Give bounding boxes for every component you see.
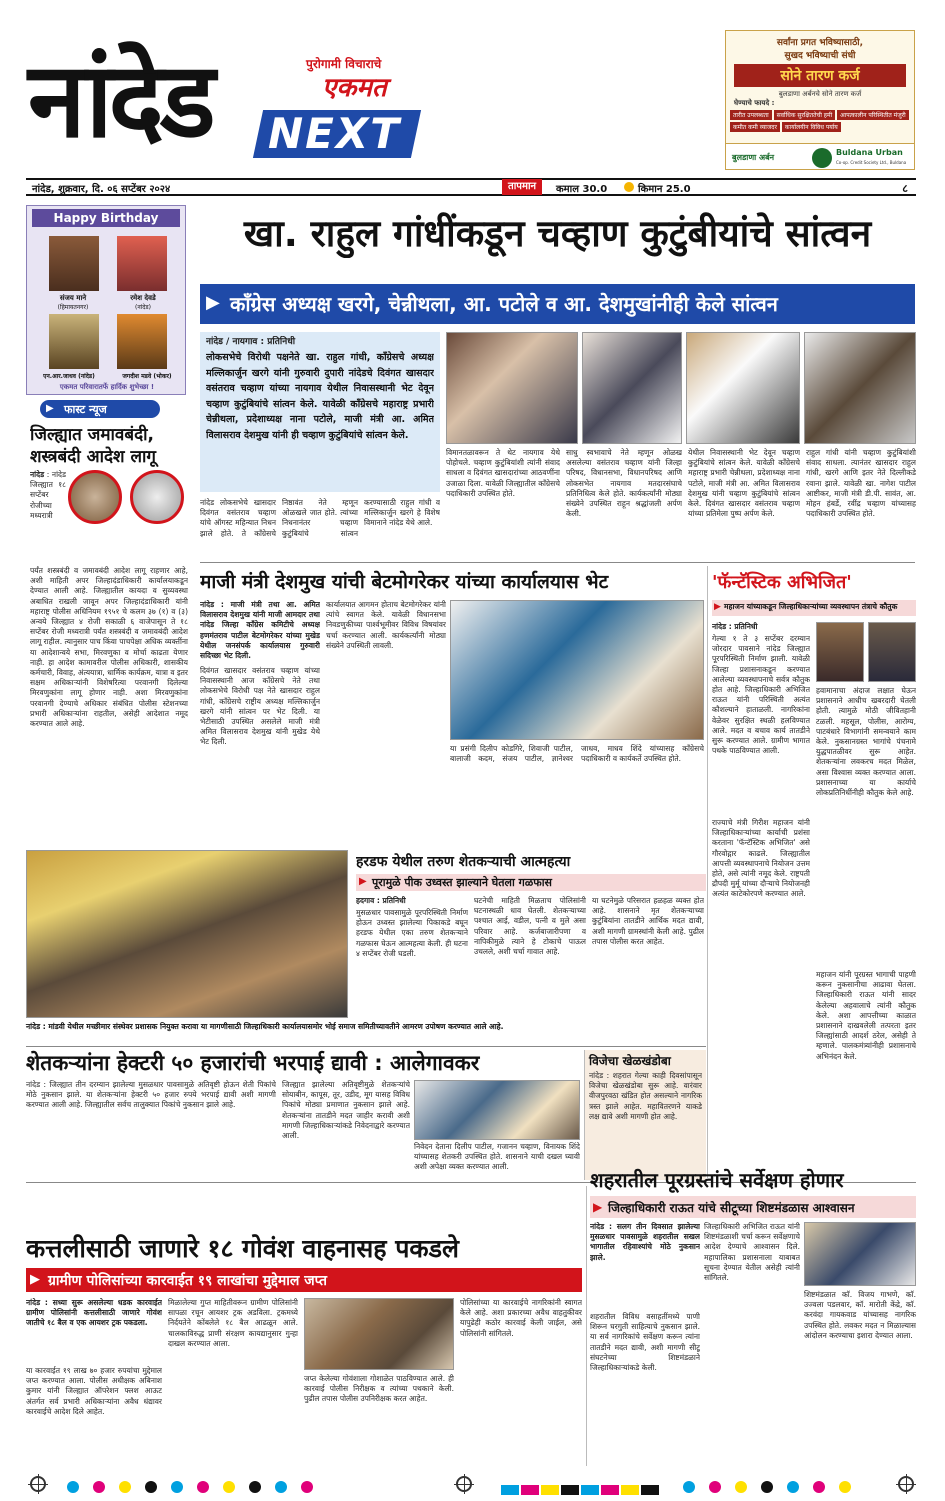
govansh-body-4: पोलिसांच्या या कारवाईचे नागरिकांनी स्वागत केले आहे. अशा प्रकारच्या अवैध वाहतुकीवर यापुढेही कठोर कारवाई केली जाईल, असे पोलिसांनी सांगितले. xyxy=(460,1298,582,1338)
fantastic-body-4: महाजन यांनी पूरग्रस्त भागाची पाहणी करून नुकसानीचा आढावा घेतला. जिल्हाधिकारी राऊत यांनी सादर केलेल्या अहवालाचे त्यांनी कौतुक केले. अशा आपत्तीच्या काळात प्रशासनाने दाखवलेली तत्परता इतर जिल्ह्यांसाठी आदर्श ठरेल, असेही ते म्हणाले. पालकमंत्र्यांनीही प्रशासनाचे अभिनंदन केले. xyxy=(816,970,916,1061)
swatch-icon xyxy=(641,1485,659,1495)
hardaf-body-1: मुसळधार पावसामुळे पूरपरिस्थिती निर्माण होऊन उध्वस्त झालेल्या पिकाकडे बघून हरडफ येथील एका तरुण शेतकऱ्याने गळफास घेऊन आत्महत्या केली. ही घटना ४ सप्टेंबर रोजी घडली. xyxy=(356,908,468,958)
ad-line2: सुखद भविष्याची संधी xyxy=(784,51,856,61)
hardaf-body-3: या घटनेमुळे परिसरात हळहळ व्यक्त होत आहे. शासनाने मृत शेतकऱ्याच्या कुटुंबियांना तातडीने आर्थिक मदत द्यावी, अशी मागणी ग्रामस्थांनी केली आहे. पुढील तपास पोलीस करत आहेत. xyxy=(592,896,704,946)
fantastic-photo-mahajan xyxy=(816,622,864,682)
sarvekshan-body-2: जिल्हाधिकारी अभिजित राऊत यांनी शिष्टमंडळाशी चर्चा करून सर्वेक्षणाचे आदेश देण्याचे आश्वासन दिले. महापालिका प्रशासनाला याबाबत सूचना देण्यात येतील असेही त्यांनी सांगितले. xyxy=(704,1222,800,1283)
ad-benefit-4: कमीत कमी व्याजदर xyxy=(730,122,780,132)
chevron-right-icon: ▶ xyxy=(714,602,721,612)
divider xyxy=(586,1186,587,1466)
masthead-next: NEXT xyxy=(268,109,401,158)
sarvekshan-body-1: शहरातील विविध वसाहतींमध्ये पाणी शिरून घरगुती साहित्याचे नुकसान झाले. या सर्व नागरिकांचे सर्वेक्षण करून त्यांना तातडीने मदत द्यावी, अशी मागणी सीटू संघटनेच्या शिष्टमंडळाने जिल्हाधिकाऱ्यांकडे केली. xyxy=(590,1312,700,1373)
deshmukh-body-3: या प्रसंगी दिलीप कोडगिरे, शिवाजी पाटील, बालाजी कदम, संजय पाटील, ज्ञानेश्वर जाधव, माधव शिंदे यांच्यासह काँग्रेसचे पदाधिकारी व कार्यकर्ते उपस्थित होते. xyxy=(450,744,704,764)
swatch-icon xyxy=(501,1485,519,1495)
swatch-icon xyxy=(581,1485,599,1495)
govansh-headline: कत्तलीसाठी जाणारे १८ गोवंश वाहनासह पकडले xyxy=(26,1234,459,1263)
avatar xyxy=(49,314,99,369)
lead-intro-box xyxy=(200,332,440,492)
lead-body-1: नांदेड लोकसभेचे खासदार दिवंगत वसंतराव चव्हाण यांचे ऑगस्ट महिन्यात निधन झाले होते. ते काँग्रेसचे निष्ठावंत नेते म्हणून ओळखले जात होते. त्यांच्या निधनानंतर चव्हाण कुटुंबियांचे सांत्वन करण्यासाठी राहुल गांधी व मल्लिकार्जुन खरगे हे विशेष विमानाने नांदेड येथे आले. xyxy=(200,498,440,538)
fantastic-strip: ▶ महाजन यांच्याकडून जिल्हाधिकाऱ्यांच्या व्यवस्थापन तंत्राचे कौतुक xyxy=(712,600,916,616)
masthead-title: नांदेड xyxy=(28,39,212,161)
color-dot-icon xyxy=(735,1481,747,1493)
chevron-right-icon: ▶ xyxy=(206,292,220,313)
birthday-title: Happy Birthday xyxy=(32,209,180,227)
ad-bank-english: Buldana Urban xyxy=(836,148,903,157)
avatar xyxy=(117,314,167,369)
ad-line4: घेण्याचे फायदे : xyxy=(734,99,775,107)
lead-photo-group xyxy=(582,332,682,444)
color-dot-icon xyxy=(813,1481,825,1493)
birthday-wish: एकमत परिवारातर्फे हार्दिक शुभेच्छा ! xyxy=(59,383,155,391)
sun-icon xyxy=(624,182,634,192)
crowd-photo xyxy=(26,850,348,1018)
ad-benefit-1: तारीत उपलब्धता xyxy=(730,110,772,120)
govansh-body-3: जप्त केलेल्या गोवंशाला गोशाळेत पाठविण्यात आले. ही कारवाई पोलीस निरीक्षक व त्यांच्या पथकाने केली. पुढील तपास पोलीस उपनिरीक्षक करत आहेत. xyxy=(304,1374,454,1404)
color-dot-icon xyxy=(709,1481,721,1493)
vijaya-body: नांदेड : शहरात गेल्या काही दिवसांपासून विजेचा खेळखंडोबा सुरू आहे. वारंवार वीजपुरवठा खंडित होत असल्याने नागरिक त्रस्त झाले आहेत. महावितरणने याकडे लक्ष द्यावे अशी मागणी होत आहे. xyxy=(589,1071,702,1121)
fast-news-label: ▶ फास्ट न्यूज xyxy=(40,400,160,418)
temp-max: कमाल 30.0 xyxy=(556,184,608,195)
color-dot-icon xyxy=(301,1481,313,1493)
birthday-person-3: एन.आर.जाधव (नांदेड) xyxy=(43,373,95,380)
hardaf-strip: ▶ पूरामुळे पीक उध्वस्त झाल्याने घेतला गळफास xyxy=(356,874,706,891)
color-dot-icon xyxy=(787,1481,799,1493)
issue-date: नांदेड, शुक्रवार, दि. ०६ सप्टेंबर २०२४ xyxy=(32,184,171,195)
govansh-dateline: नांदेड : सध्या सुरू असलेल्या धडक कारवाईत ग्रामीण पोलिसांनी कत्तलीसाठी जाणारे गोवंश जातीचे १८ बैल व एक आयशर ट्रक पकडला. xyxy=(26,1298,162,1328)
color-dot-icon xyxy=(223,1481,235,1493)
govansh-strip: ▶ ग्रामीण पोलिसांच्या कारवाईत १९ लाखांचा मुद्देमाल जप्त xyxy=(26,1268,582,1292)
color-dots-right xyxy=(676,1478,858,1497)
ad-line1: सर्वांना प्रगत भविष्यासाठी, xyxy=(776,38,864,48)
sarvekshan-dateline: नांदेड : सलग तीन दिवसात झालेल्या मुसळधार पावसामुळे शहरातील सखल भागातील रहिवाश्यांचे मोठे नुकसान झाले. xyxy=(590,1222,700,1262)
color-dot-icon xyxy=(839,1481,851,1493)
lead-intro: लोकसभेचे विरोधी पक्षनेते खा. राहुल गांधी, काँग्रेसचे अध्यक्ष मल्लिकार्जुन खरगे यांनी गुरुवारी दुपारी नांदेडचे दिवंगत खासदार वसंतराव चव्हाण यांच्या नायगाव येथील निवासस्थानी भेट देवून चव्हाण कुटुंबियांचे सांत्वन केले. यावेळी काँग्रेसचे महाराष्ट्र प्रभारी चेन्नीथला, प्रदेशाध्यक्ष नाना पटोले, माजी मंत्री आ. अमित विलासराव देशमुख यांनी ही चव्हाण कुटुंबियांचे सांत्वन केले. xyxy=(206,352,434,441)
swatch-icon xyxy=(621,1485,639,1495)
fantastic-dateline: नांदेड : प्रतिनिधी xyxy=(712,622,758,631)
divider xyxy=(26,1046,706,1047)
swatch-icon xyxy=(521,1485,539,1495)
lead-dateline: नांदेड / नायगाव : प्रतिनिधी xyxy=(206,337,296,347)
crowd-photo-caption: नांदेड : मांडवी येथील मच्छीमार संस्थेवर प्रशासक नियुक्त करावा या मागणीसाठी जिल्हाधिकारी कार्यालयासमोर भोई समाज समितीच्यावतीने आमरण उपोषण करण्यात आले आहे. xyxy=(26,1022,504,1031)
color-dot-icon xyxy=(93,1481,105,1493)
ad-bank-sub: Co-op. Credit Society Ltd., Buldana xyxy=(836,160,907,165)
color-dots-left xyxy=(60,1478,320,1497)
color-dot-icon xyxy=(249,1481,261,1493)
color-dot-icon xyxy=(145,1481,157,1493)
fantastic-body-1: गेल्या १ ते ३ सप्टेंबर दरम्यान जोरदार पावसाने नांदेड जिल्ह्यात पूरपरिस्थिती निर्माण झाली. यावेळी जिल्हा प्रशासनाकडून करण्यात आलेल्या व्यवस्थापनाचे सर्वत्र कौतुक होत आहे. जिल्हाधिकारी अभिजित राऊत यांनी परिस्थिती अत्यंत कौशल्याने हाताळली. नागरिकांना वेळेवर सुरक्षित स्थळी हलविण्यात आले. मदत व बचाव कार्य तातडीने सुरू करण्यात आले. ग्रामीण भागात पथके पाठविण्यात आली. xyxy=(712,634,810,756)
chevron-right-icon: ▶ xyxy=(593,1200,603,1214)
sarvekshan-headline: शहरातील पूरग्रस्तांचे सर्वेक्षण होणार xyxy=(590,1168,844,1192)
registration-mark-icon xyxy=(898,1476,914,1492)
lead-headline: खा. राहुल गांधींकडून चव्हाण कुटुंबीयांचे सांत्वन xyxy=(243,212,872,255)
color-dot-icon xyxy=(683,1481,695,1493)
ad-benefit-3: आपत्कालीन परिस्थितीत मंजुरी xyxy=(837,110,909,120)
govansh-photo-cattle xyxy=(304,1298,454,1370)
fantastic-photo-raut xyxy=(868,622,916,682)
color-dot-icon xyxy=(119,1481,131,1493)
vijaya-box xyxy=(584,1050,706,1180)
birthday-person-2: रमेश देवडे xyxy=(130,294,156,302)
aalegaonkar-body-1: नांदेड : जिल्ह्यात तीन दरम्यान झालेल्या मुसळधार पावसामुळे अतिवृष्टी होऊन शेती पिकांचे मोठे नुकसान झाले. या शेतकऱ्यांना हेक्टरी ५० हजार रुपये भरपाई द्यावी अशी मागणी करण्यात आली आहे. जिल्ह्यातील सर्वच तालुक्यात पिकांचे नुकसान झाले आहे. xyxy=(26,1080,276,1110)
aalegaonkar-body-2: जिल्ह्यात झालेल्या अतिवृष्टीमुळे शेतकऱ्यांचे सोयाबीन, कापूस, तूर, उडीद, मूग यासह विविध पिकांचे मोठ्या प्रमाणात नुकसान झाले आहे. शेतकऱ्यांना तातडीने मदत जाहीर करावी अशी मागणी जिल्हाधिकाऱ्यांकडे निवेदनाद्वारे करण्यात आली. xyxy=(282,1080,410,1141)
ad-benefit-2: सर्वाधिक सुरक्षिततेची हमी xyxy=(774,110,836,120)
hardaf-dateline: हदगाव : प्रतिनिधी xyxy=(356,896,406,905)
vijaya-headline: विजेचा खेळखंडोबा xyxy=(589,1054,671,1068)
fast-news-headline: जिल्ह्यात जमावबंदी, शस्त्रबंदी आदेश लागू xyxy=(30,425,156,467)
masthead-tag-small: पुरोगामी विचाराचे xyxy=(306,57,382,71)
no-gun-icon xyxy=(130,470,184,524)
color-dot-icon xyxy=(171,1481,183,1493)
deshmukh-photo xyxy=(450,600,704,740)
divider xyxy=(707,566,708,1178)
birthday-place-2: (नांदेड) xyxy=(135,304,151,311)
fantastic-headline: 'फॅन्टॅस्टिक अभिजित' xyxy=(712,572,852,593)
sarvekshan-strip: ▶ जिल्हाधिकारी राऊत यांचे सीटूच्या शिष्टमंडळास आश्वासन xyxy=(590,1196,916,1218)
deshmukh-dateline: नांदेड : माजी मंत्री तथा आ. अमित विलासराव देशमुख यांनी माजी आमदार तथा नांदेड जिल्हा काँग्रेस कमिटीचे अध्यक्ष हणमंतराव पाटील बेटमोगरेकर यांच्या मुखेड येथील जनसंपर्क कार्यालयास गुरुवारी सदिच्छा भेट दिली. xyxy=(200,600,320,661)
deshmukh-body-1: दिवंगत खासदार वसंतराव चव्हाण यांच्या निवासस्थानी आज काँग्रेसचे नेते तथा लोकसभेचे विरोधी पक्ष नेते खासदार राहुल गांधी, काँग्रेसचे राष्ट्रीय अध्यक्ष मल्लिकार्जुन खरगे यांनी सांत्वन पर भेट दिली. या भेटीसाठी उपस्थित असलेले माजी मंत्री अमित विलासराव देशमुख यांनी मुखेड येथे भेट दिली. xyxy=(200,666,320,747)
lead-photo-leaders xyxy=(804,332,916,444)
masthead-tag-big: एकमत xyxy=(322,73,387,103)
masthead xyxy=(0,0,945,180)
chevron-right-icon: ▶ xyxy=(359,876,367,887)
lead-body-4: येथील निवासस्थानी भेट देवून चव्हाण कुटुंबियांचे सांत्वन केले. यावेळी काँग्रेसचे महाराष्ट्र प्रभारी चेन्नीथला, प्रदेशाध्यक्ष नाना पटोले, माजी मंत्री आ. अमित विलासराव देशमुख यांनी चव्हाण कुटुंबियांचे सांत्वन केले. दिवंगत खासदार वसंतराव चव्हाण यांच्या प्रतिमेला पुष्प अर्पण केले. xyxy=(688,448,800,519)
temp-min: किमान 25.0 xyxy=(638,184,691,195)
gold-loan-ad[interactable] xyxy=(725,30,915,170)
color-dot-icon xyxy=(197,1481,209,1493)
swatch-icon xyxy=(601,1485,619,1495)
aalegaonkar-headline: शेतकऱ्यांना हेक्टरी ५० हजारांची भरपाई द्यावी : आलेगावकर xyxy=(26,1051,480,1075)
date-bar xyxy=(26,178,916,196)
bank-logo-icon xyxy=(812,148,832,168)
fast-news-lead: नांदेड : नांदेड जिल्ह्यात १८ सप्टेंबर रोजीच्या मध्यरात्री xyxy=(30,470,66,520)
ad-gold-title: सोने तारण कर्ज xyxy=(734,64,906,87)
aalegaonkar-photo xyxy=(414,1080,580,1140)
birthday-person-4: जगदीश मडवे (भोकर) xyxy=(122,373,172,380)
color-dot-icon xyxy=(761,1481,773,1493)
chevron-right-icon: ▶ xyxy=(46,403,54,414)
cmyk-bar xyxy=(500,1480,660,1499)
hardaf-body-2: घटनेची माहिती मिळताच पोलिसांनी घटनास्थळी धाव घेतली. शेतकऱ्याच्या पश्चात आई, वडील, पत्नी व मुले असा परिवार आहे. कर्जबाजारीपणा व नापिकीमुळे त्याने हे टोकाचे पाऊल उचलले, अशी चर्चा गावात आहे. xyxy=(474,896,586,957)
swatch-icon xyxy=(561,1485,579,1495)
avatar xyxy=(49,236,99,291)
hardaf-headline: हरडफ येथील तरुण शेतकऱ्याची आत्महत्या xyxy=(356,854,571,870)
lead-body-2: विमानतळावरून ते थेट नायगाव येथे पोहोचले. चव्हाण कुटुंबियांशी त्यांनी संवाद साधला व दिवंगत खासदारांच्या आठवणींना उजाळा दिला. यावेळी जिल्ह्यातील काँग्रेसचे पदाधिकारी उपस्थित होते. xyxy=(446,448,560,498)
fantastic-body-3: हवामानाचा अंदाज लक्षात घेऊन प्रशासनाने आधीच खबरदारी घेतली होती. त्यामुळे मोठी जीवितहानी टळली. महसूल, पोलीस, आरोग्य, पाटबंधारे विभागांनी समन्वयाने काम केले. नुकसानग्रस्त भागांचे पंचनामे युद्धपातळीवर सुरू आहेत. शेतकऱ्यांना लवकरच मदत मिळेल, असा विश्वास व्यक्त करण्यात आला. प्रशासनाच्या या कार्याचे लोकप्रतिनिधींनीही कौतुक केले आहे. xyxy=(816,686,916,798)
fast-news-body: पर्यंत शस्त्रबंदी व जमावबंदी आदेश लागू राहणार आहे, अशी माहिती अपर जिल्हादंडाधिकारी कार्यालयाकडून देण्यात आली आहे. जिल्ह्यातील कायदा व सुव्यवस्था अबाधित राखली जावून अपर जिल्हादंडाधिकारी यांनी महाराष्ट्र पोलीस अधिनियम १९५१ चे कलम ३७ (१) व (३) अन्वये जिल्ह्यात ४ रोजी सकाळी ६ वाजेपासून ते १८ सप्टेंबर रोजी मध्यरात्री पर्यंत शस्त्रबंदी व जमावबंदी आदेश लागू राहील. त्यानुसार पाच किंवा पाचपेक्षा अधिक व्यक्तींना या आदेशान्वये सभा, मिरवणुका व मोर्चा काढता येणार नाही. हा आदेश कामावरील पोलीस अधिकारी, शासकीय कर्मचारी, विवाह, अंत्ययात्रा, धार्मिक कार्यक्रम, यात्रा व इतर सक्षम अधिकाऱ्यांनी विशेषरित्या परवानगी दिलेल्या मिरवणुकांना लागू होणार नाही. अशा मिरवणुकांना परवानगी देण्याचे अधिकार संबंधित पोलीस स्टेशनच्या प्रभारी अधिकाऱ्यांना राहतील, असेही आदेशात नमूद करण्यात आले आहे. xyxy=(30,566,188,729)
swatch-icon xyxy=(541,1485,559,1495)
no-arms-icon xyxy=(68,470,122,524)
birthday-place-1: (हिमायतनगर) xyxy=(57,304,89,311)
sarvekshan-photo xyxy=(804,1222,916,1286)
lead-photo-portrait xyxy=(446,332,578,444)
deshmukh-body-2: कार्यालयात आगमन होताच बेटमोगरेकर यांनी त्यांचे स्वागत केले. यावेळी विधानसभा निवडणुकीच्या पार्श्वभूमीवर विविध विषयांवर चर्चा करण्यात आली. कार्यकर्त्यांनी मोठ्या संख्येने उपस्थिती लावली. xyxy=(326,600,446,650)
aalegaonkar-body-3: निवेदन देताना दिलीप पाटील, गजानन चव्हाण, विनायक शिंदे यांच्यासह शेतकरी उपस्थित होते. शासनाने याची दखल घ्यावी अशी अपेक्षा व्यक्त करण्यात आली. xyxy=(414,1142,580,1172)
ad-benefit-5: कार्यालयीन विविध पर्याय xyxy=(782,122,841,132)
registration-mark-icon xyxy=(456,1476,472,1492)
lead-body-3: साधु स्वभावाचे नेते म्हणून ओळख असलेल्या वसंतराव चव्हाण यांनी जिल्हा परिषद, विधानसभा, विधानपरिषद आणि लोकसभेत नायगाव मतदारसंघाचे प्रतिनिधित्व केले होते. कार्यकर्त्यांनी मोठ्या संख्येने उपस्थित राहून श्रद्धांजली अर्पण केली. xyxy=(566,448,682,519)
divider xyxy=(200,562,915,563)
sarvekshan-body-3: शिष्टमंडळात कॉ. विजय गाभणे, कॉ. उज्वला पडलवार, कॉ. मारोती केंद्रे, कॉ. करवंदा गायकवाड यांच्यासह नागरिक उपस्थित होते. लवकर मदत न मिळाल्यास आंदोलन करण्याचा इशारा देण्यात आला. xyxy=(804,1290,916,1340)
lead-photo-meeting xyxy=(686,332,800,444)
govansh-body-2: मिळालेल्या गुप्त माहितीवरून ग्रामीण पोलिसांनी सापळा रचून आयशर ट्रक अडविला. ट्रकमध्ये निर्दयतेने कोंबलेले १८ बैल आढळून आले. चालकाविरुद्ध प्राणी संरक्षण कायद्यानुसार गुन्हा दाखल करण्यात आला. xyxy=(168,1298,298,1348)
chevron-right-icon: ▶ xyxy=(30,1272,40,1287)
govansh-body-1: या कारवाईत १९ लाख ७० हजार रुपयांचा मुद्देमाल जप्त करण्यात आला. पोलीस अधीक्षक अबिनाश कुमार यांनी जिल्ह्यात ऑपरेशन फ्लश आऊट अंतर्गत सर्व प्रभारी अधिकाऱ्यांना अवैध धंद्यावर कारवाईचे आदेश दिले आहेत. xyxy=(26,1366,162,1416)
weather-label: तापमान xyxy=(502,179,542,195)
lead-strip: ▶ काँग्रेस अध्यक्ष खरगे, चेन्नीथला, आ. पटोले व आ. देशमुखांनीही केले सांत्वन xyxy=(200,284,915,324)
deshmukh-headline: माजी मंत्री देशमुख यांची बेटमोगरेकर यांच्या कार्यालयास भेट xyxy=(200,571,609,593)
lead-body-5: राहुल गांधी यांनी चव्हाण कुटुंबियांशी संवाद साधला. त्यानंतर खासदार राहुल गांधी, खरगे आणि इतर नेते दिल्लीकडे रवाना झाले. यावेळी खा. नागेश पाटील आष्टीकर, माजी मंत्री डी.पी. सावंत, आ. मोहन हंबर्डे, रवींद्र चव्हाण यांच्यासह पदाधिकारी उपस्थित होते. xyxy=(806,448,916,519)
avatar xyxy=(117,236,167,291)
color-dot-icon xyxy=(67,1481,79,1493)
fantastic-body-2: राज्याचे मंत्री गिरीश महाजन यांनी जिल्हाधिकाऱ्यांच्या कार्याची प्रशंसा करताना 'फॅन्टॅस्टिक अभिजित' असे गौरवोद्गार काढले. जिल्ह्यातील आपत्ती व्यवस्थापनाचे नियोजन उत्तम होते, असे त्यांनी नमूद केले. राष्ट्रपती द्रौपदी मुर्मू यांच्या दौऱ्याचे नियोजनही अत्यंत काटेकोरपणे करण्यात आले. xyxy=(712,818,810,899)
page-number: ८ xyxy=(902,182,908,195)
ad-bank-marathi: बुलडाणा अर्बन xyxy=(732,153,775,162)
birthday-box xyxy=(26,205,186,395)
birthday-person-1: संजय माने xyxy=(59,294,87,302)
registration-mark-icon xyxy=(30,1476,46,1492)
ad-line3: बुलडाणा अर्बनचे सोने तारण कर्ज xyxy=(778,90,862,98)
color-dot-icon xyxy=(275,1481,287,1493)
